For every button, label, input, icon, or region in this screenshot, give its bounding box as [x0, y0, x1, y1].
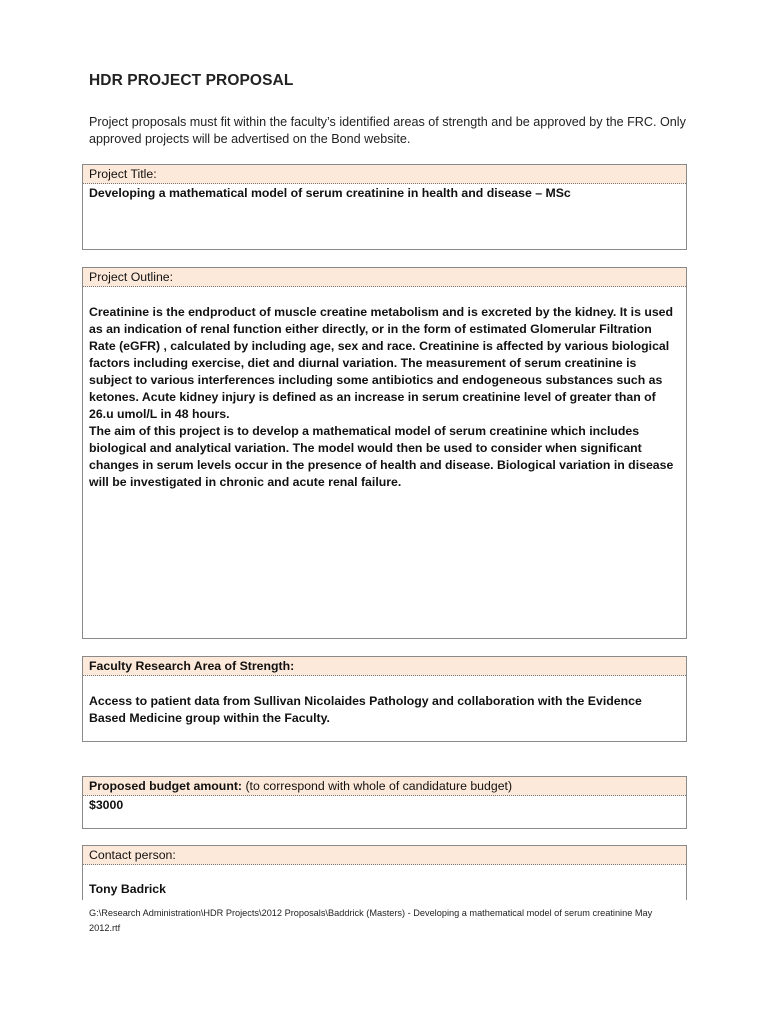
contact-header: Contact person: — [83, 846, 686, 865]
project-title-label: Project Title — [89, 167, 154, 181]
outline-paragraph-2: The aim of this project is to develop a mathematical model of serum creatinine which includes biological and analytical variation. The model would then be used to consider when significant changes in serum levels occur in the presence of health and disease. Biological variation in disease will be investigated in chronic and acute renal failure. — [89, 424, 674, 489]
project-outline-body — [83, 287, 686, 491]
project-title-value: Developing a mathematical model of serum creatinine in health and disease – MSc — [89, 186, 571, 200]
contact-box — [82, 845, 687, 900]
project-title-box — [82, 164, 687, 250]
project-outline-box — [82, 267, 687, 639]
outline-paragraph-1: Creatinine is the endproduct of muscle creatine metabolism and is excreted by the kidney. It is used as an indication of renal function either directly, or in the form of estimated Glomerular Filtration Rate (eGFR) , calculated by including age, sex and race. Creatinine is affected by various biological factors including exercise, diet and diurnal variation. The measurement of serum creatinine is subject to various interferences including some antibiotics and endogeneous substances such as ketones. Acute kidney injury is defined as an increase in serum creatinine level of greater than of 26.u umol/L in 48 hours. — [89, 305, 674, 421]
research-area-label: Faculty Research Area of Strength: — [89, 659, 295, 673]
research-area-value: Access to patient data from Sullivan Nicolaides Pathology and collaboration with the Evidence Based Medicine group within the Faculty. — [89, 694, 642, 725]
intro-text: Project proposals must fit within the faculty’s identified areas of strength and be approved by the FRC. Only approved projects will be advertised on the Bond website. — [89, 115, 686, 146]
project-outline-header: Project Outline: — [83, 268, 686, 287]
research-area-box — [82, 656, 687, 742]
budget-note: (to correspond with whole of candidature budget) — [242, 779, 513, 793]
contact-label: Contact person — [89, 848, 173, 862]
footer-file-path: G:\Research Administration\HDR Projects\2012 Proposals\Baddrick (Masters) - Developing a mathematical model of serum creatinine May 2012.rtf — [89, 908, 653, 933]
research-area-header — [83, 657, 686, 676]
page-title: HDR PROJECT PROPOSAL — [89, 72, 294, 89]
project-outline-label: Project Outline — [89, 270, 170, 284]
budget-label: Proposed budget amount: — [89, 779, 243, 793]
contact-value: Tony Badrick — [89, 882, 166, 896]
project-title-header: Project Title: — [83, 165, 686, 184]
budget-box — [82, 776, 687, 829]
budget-value: $3000 — [89, 798, 124, 812]
budget-header — [83, 777, 686, 796]
